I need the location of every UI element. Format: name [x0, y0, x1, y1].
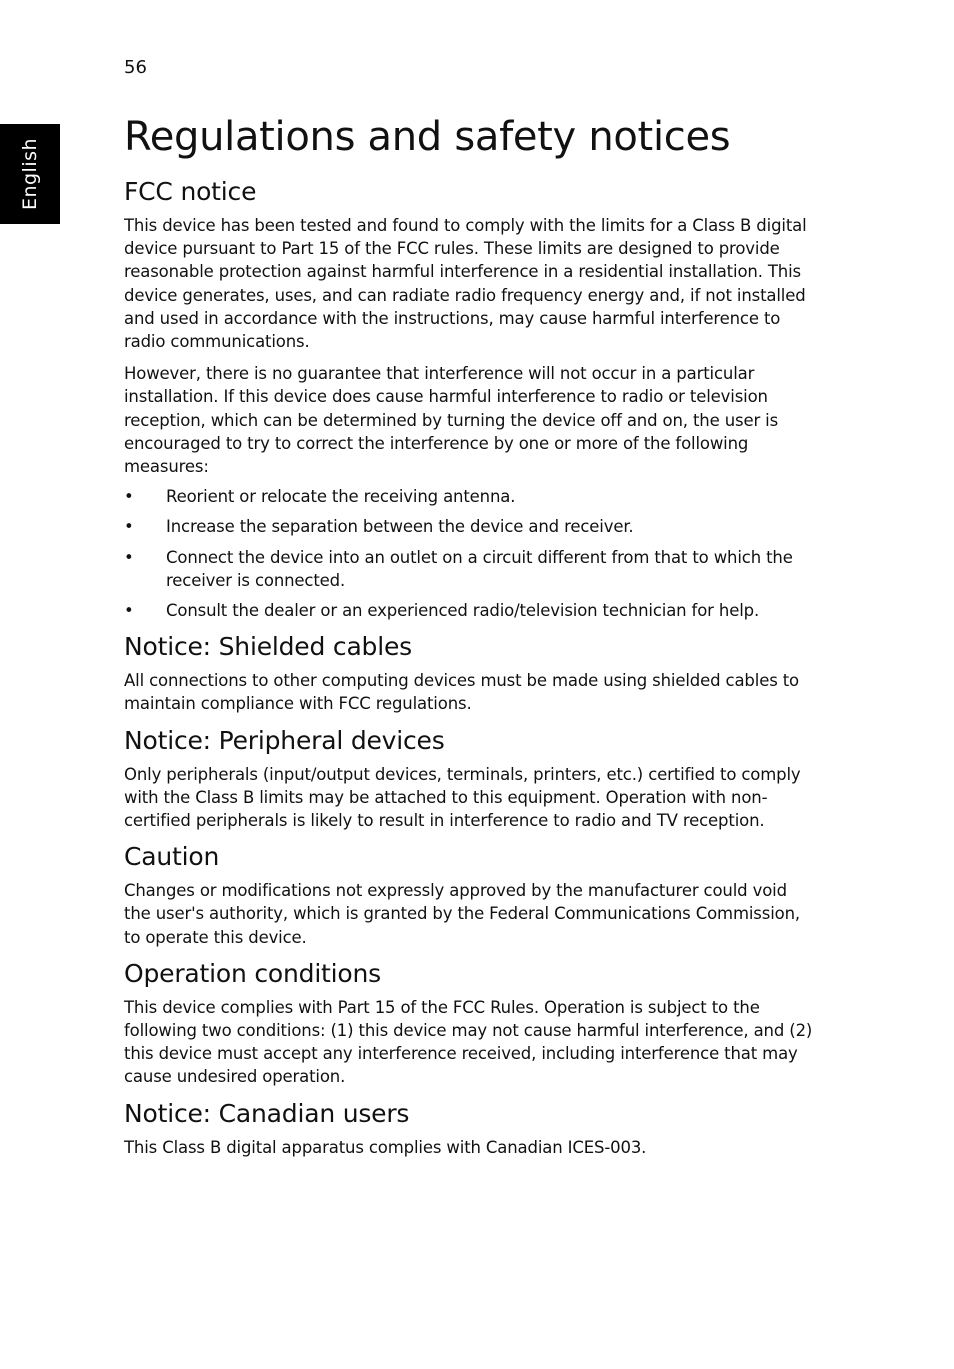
page-title: Regulations and safety notices	[124, 114, 731, 160]
language-side-tab-label: English	[19, 137, 42, 211]
caution-text: Changes or modifications not expressly approved by the manufacturer could void the user's authority, which is granted by the Federal Communications Commission, to operate this device.	[124, 881, 800, 947]
section-heading-caution: Caution	[124, 842, 220, 872]
fcc-paragraph-1: This device has been tested and found to comply with the limits for a Class B digital device pursuant to Part 15 of the FCC rules. These limits are designed to provide reasonable protection against harmful interference in a residential installation. This device generates, uses, and can radiate radio frequency energy and, if not installed and used in accordance with the instructions, may cause harmful interference to radio communications.	[124, 216, 807, 352]
shielded-cables-text: All connections to other computing devices must be made using shielded cables to maintain compliance with FCC regulations.	[124, 671, 799, 714]
bullet-icon: •	[124, 547, 134, 567]
operation-conditions-text: This device complies with Part 15 of the FCC Rules. Operation is subject to the following two conditions: (1) this device may not cause harmful interference, and (2) this device must accept any interference received, including interference that may cause undesired operation.	[124, 997, 813, 1087]
section-heading-peripheral-devices: Notice: Peripheral devices	[124, 725, 445, 755]
bullet-icon: •	[124, 601, 134, 621]
bullet-icon: •	[124, 487, 134, 507]
section-heading-operation-conditions: Operation conditions	[124, 958, 381, 988]
list-item	[124, 599, 814, 622]
fcc-measures-list	[124, 485, 814, 622]
canadian-users-text: This Class B digital apparatus complies with Canadian ICES-003.	[124, 1137, 647, 1157]
bullet-icon: •	[124, 517, 134, 537]
section-heading-shielded-cables: Notice: Shielded cables	[124, 632, 412, 662]
page-number: 56	[124, 57, 147, 78]
list-item-text: Connect the device into an outlet on a circuit different from that to which the receiver is connected.	[166, 547, 793, 590]
list-item	[124, 546, 814, 592]
section-heading-fcc-notice: FCC notice	[124, 177, 257, 206]
fcc-paragraph-2: However, there is no guarantee that interference will not occur in a particular installation. If this device does cause harmful interference to radio or television reception, which can be determined by turning the device off and on, the user is encouraged to try to correct the interference by one or more of the following measures:	[124, 364, 779, 477]
list-item	[124, 515, 814, 538]
list-item-text: Reorient or relocate the receiving antenna.	[166, 487, 516, 507]
list-item	[124, 485, 814, 508]
peripheral-devices-text: Only peripherals (input/output devices, terminals, printers, etc.) certified to comply with the Class B limits may be attached to this equipment. Operation with non-certified peripherals is likely to result in interference to radio and TV reception.	[124, 764, 801, 831]
page-content	[124, 111, 814, 1159]
language-side-tab	[0, 124, 60, 224]
list-item-text: Increase the separation between the device and receiver.	[166, 517, 634, 537]
section-heading-canadian-users: Notice: Canadian users	[124, 1098, 410, 1128]
list-item-text: Consult the dealer or an experienced radio/television technician for help.	[166, 601, 760, 621]
